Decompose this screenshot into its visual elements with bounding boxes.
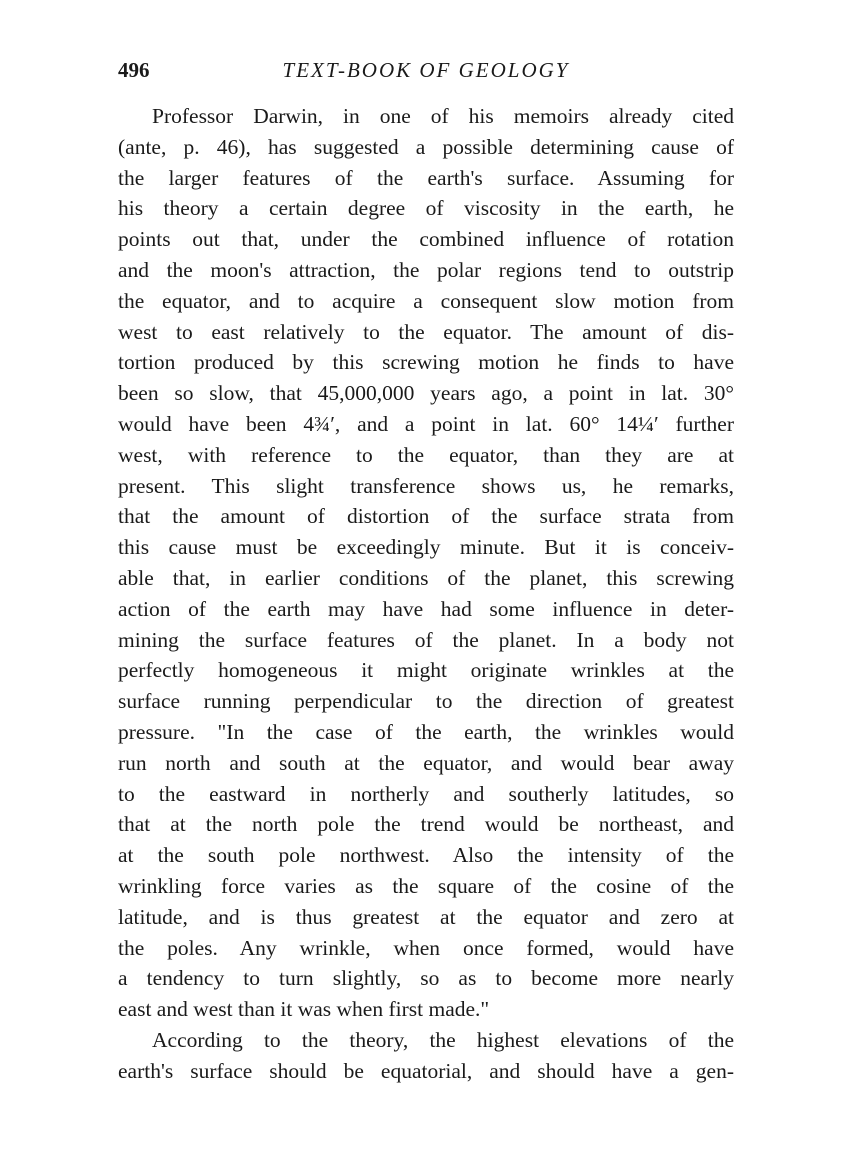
text-line: west to east relatively to the equator. The amount of dis- — [118, 319, 734, 344]
running-head: TEXT-BOOK OF GEOLOGY — [282, 58, 570, 82]
paragraph — [118, 101, 734, 1025]
text-line: points out that, under the combined influence of rotation — [118, 227, 734, 252]
text-line: latitude, and is thus greatest at the equator and zero at — [118, 904, 734, 929]
paragraph — [118, 1025, 734, 1087]
text-line: wrinkling force varies as the square of the cosine of the — [118, 873, 734, 898]
text-line: to the eastward in northerly and southerly latitudes, so — [118, 781, 734, 806]
text-line: a tendency to turn slightly, so as to become more nearly — [118, 966, 734, 991]
text-line: According to the theory, the highest elevations of the — [152, 1027, 734, 1052]
text-line: would have been 4¾′, and a point in lat. 60° 14¼′ further — [118, 411, 734, 436]
text-line: run north and south at the equator, and would bear away — [118, 750, 734, 775]
text-line: that the amount of distortion of the surface strata from — [118, 504, 734, 529]
body-text — [118, 101, 734, 1087]
text-line: his theory a certain degree of viscosity in the earth, he — [118, 196, 734, 221]
text-line: that at the north pole the trend would be northeast, and — [118, 812, 734, 837]
text-line: surface running perpendicular to the direction of greatest — [118, 689, 734, 714]
text-line: pressure. "In the case of the earth, the wrinkles would — [118, 719, 734, 744]
text-line: and the moon's attraction, the polar regions tend to outstrip — [118, 257, 734, 282]
text-line: the equator, and to acquire a consequent slow motion from — [118, 288, 734, 313]
text-line: able that, in earlier conditions of the planet, this screwing — [118, 565, 734, 590]
text-line: present. This slight transference shows us, he remarks, — [118, 473, 734, 498]
text-line: perfectly homogeneous it might originate wrinkles at the — [118, 658, 734, 683]
text-line: tortion produced by this screwing motion he finds to have — [118, 350, 734, 375]
text-line: (ante, p. 46), has suggested a possible determining cause of — [118, 134, 734, 159]
text-line: at the south pole northwest. Also the intensity of the — [118, 843, 734, 868]
text-line: been so slow, that 45,000,000 years ago, a point in lat. 30° — [118, 381, 734, 406]
text-line: this cause must be exceedingly minute. But it is conceiv- — [118, 535, 734, 560]
text-line: west, with reference to the equator, than they are at — [118, 442, 734, 467]
text-line: the larger features of the earth's surface. Assuming for — [118, 165, 734, 190]
page-header — [118, 58, 734, 90]
text-line: earth's surface should be equatorial, and should have a gen- — [118, 1058, 734, 1083]
text-line: Professor Darwin, in one of his memoirs already cited — [152, 104, 734, 128]
text-line: action of the earth may have had some influence in deter- — [118, 596, 734, 621]
text-line: mining the surface features of the planet. In a body not — [118, 627, 734, 652]
text-line: east and west than it was when first made." — [118, 997, 490, 1022]
page-number: 496 — [118, 58, 150, 82]
text-line: the poles. Any wrinkle, when once formed, would have — [118, 935, 734, 960]
